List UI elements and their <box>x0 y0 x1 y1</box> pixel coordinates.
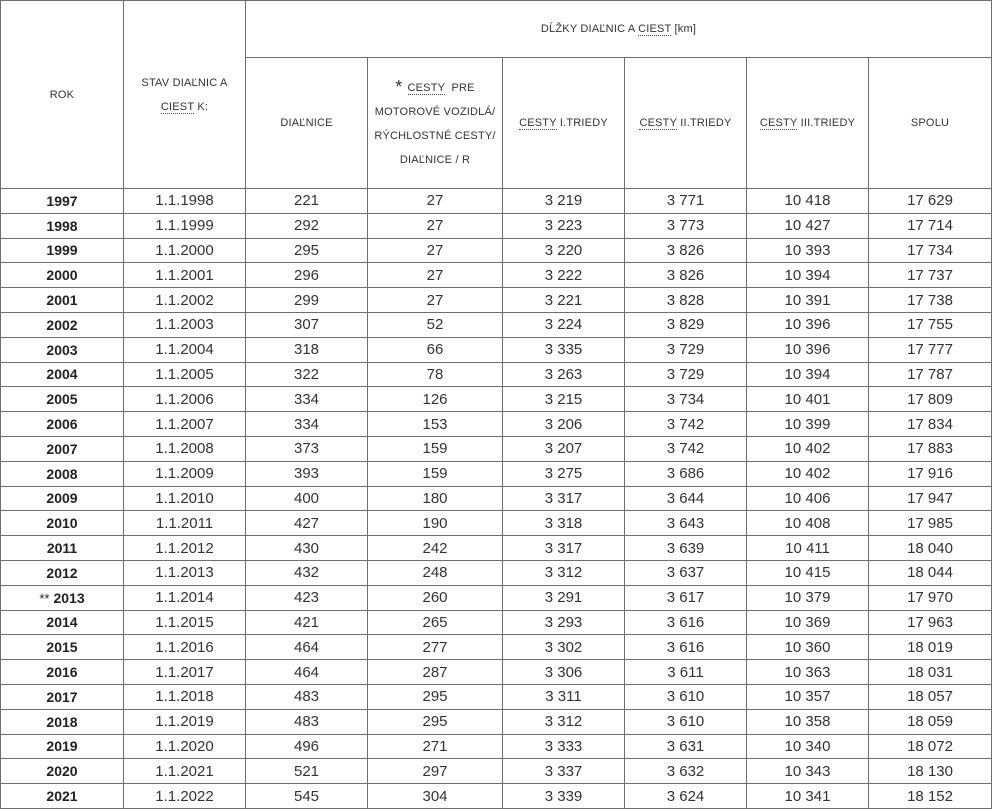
cell-state: 1.1.2013 <box>124 560 246 585</box>
cell-highways: 483 <box>246 709 368 734</box>
year-value: 2020 <box>46 763 78 780</box>
cell-express: 260 <box>368 585 503 610</box>
footnote-mark: ** <box>39 590 50 606</box>
header-class1-abbr: CESTY <box>519 117 557 129</box>
cell-class3: 10 396 <box>747 312 869 337</box>
year-value: 2004 <box>46 366 78 383</box>
cell-year <box>1 362 124 387</box>
header-group-prefix: DĹŽKY DIAĽNIC A <box>540 23 639 35</box>
cell-highways: 307 <box>246 312 368 337</box>
cell-year <box>1 213 124 238</box>
year-value: 1999 <box>46 242 78 259</box>
table-row <box>1 560 992 585</box>
cell-highways: 393 <box>246 461 368 486</box>
cell-class2: 3 729 <box>625 337 747 362</box>
cell-year <box>1 263 124 288</box>
table-row <box>1 436 992 461</box>
header-total-label: SPOLU <box>910 117 950 129</box>
cell-express: 126 <box>368 387 503 412</box>
cell-class3: 10 406 <box>747 486 869 511</box>
cell-total: 18 031 <box>869 660 992 685</box>
table-row <box>1 610 992 635</box>
cell-total: 17 734 <box>869 238 992 263</box>
cell-class2: 3 610 <box>625 684 747 709</box>
cell-highways: 464 <box>246 635 368 660</box>
cell-express: 159 <box>368 461 503 486</box>
year-value: 1997 <box>46 192 78 209</box>
cell-year <box>1 734 124 759</box>
cell-state: 1.1.2000 <box>124 238 246 263</box>
cell-year <box>1 337 124 362</box>
header-class1-rest: I.TRIEDY <box>556 117 608 129</box>
cell-class1: 3 221 <box>503 288 625 313</box>
cell-year <box>1 784 124 809</box>
year-value: 2010 <box>46 515 78 532</box>
cell-class2: 3 610 <box>625 709 747 734</box>
cell-year <box>1 412 124 437</box>
year-value: 2009 <box>46 490 78 507</box>
cell-highways: 521 <box>246 759 368 784</box>
cell-state: 1.1.2020 <box>124 734 246 759</box>
cell-class2: 3 643 <box>625 511 747 536</box>
header-express-line2: MOTOROVÉ VOZIDLÁ/ <box>374 105 496 118</box>
cell-highways: 299 <box>246 288 368 313</box>
cell-class1: 3 224 <box>503 312 625 337</box>
cell-class1: 3 306 <box>503 660 625 685</box>
year-value: 2008 <box>46 465 78 482</box>
year-value: 2018 <box>46 713 78 730</box>
table-row <box>1 238 992 263</box>
cell-class1: 3 337 <box>503 759 625 784</box>
cell-state: 1.1.2005 <box>124 362 246 387</box>
cell-state: 1.1.2001 <box>124 263 246 288</box>
year-value: 1998 <box>46 217 78 234</box>
header-group-lengths <box>246 1 992 58</box>
cell-state: 1.1.2009 <box>124 461 246 486</box>
cell-express: 66 <box>368 337 503 362</box>
table-row <box>1 337 992 362</box>
cell-class2: 3 631 <box>625 734 747 759</box>
cell-highways: 221 <box>246 189 368 214</box>
cell-class3: 10 394 <box>747 362 869 387</box>
header-state-date <box>124 1 246 189</box>
cell-highways: 334 <box>246 412 368 437</box>
cell-class2: 3 742 <box>625 436 747 461</box>
cell-year <box>1 387 124 412</box>
cell-highways: 318 <box>246 337 368 362</box>
cell-express: 295 <box>368 709 503 734</box>
table-row <box>1 213 992 238</box>
cell-class3: 10 357 <box>747 684 869 709</box>
cell-total: 17 834 <box>869 412 992 437</box>
cell-class2: 3 644 <box>625 486 747 511</box>
cell-year <box>1 436 124 461</box>
table-row <box>1 684 992 709</box>
cell-year <box>1 635 124 660</box>
cell-class2: 3 771 <box>625 189 747 214</box>
cell-state: 1.1.2002 <box>124 288 246 313</box>
cell-class2: 3 624 <box>625 784 747 809</box>
cell-state: 1.1.2018 <box>124 684 246 709</box>
cell-highways: 423 <box>246 585 368 610</box>
cell-express: 78 <box>368 362 503 387</box>
header-highways <box>246 58 368 189</box>
cell-class3: 10 391 <box>747 288 869 313</box>
cell-year <box>1 288 124 313</box>
cell-class2: 3 742 <box>625 412 747 437</box>
cell-class2: 3 734 <box>625 387 747 412</box>
header-express-star: * <box>395 76 403 97</box>
cell-year <box>1 536 124 561</box>
cell-express: 297 <box>368 759 503 784</box>
cell-class2: 3 828 <box>625 288 747 313</box>
cell-total: 18 059 <box>869 709 992 734</box>
table-row <box>1 486 992 511</box>
cell-highways: 295 <box>246 238 368 263</box>
cell-highways: 292 <box>246 213 368 238</box>
cell-total: 17 985 <box>869 511 992 536</box>
year-value: 2005 <box>46 391 78 408</box>
cell-total: 17 916 <box>869 461 992 486</box>
cell-year <box>1 684 124 709</box>
header-class3-abbr: CESTY <box>759 117 798 129</box>
cell-class2: 3 617 <box>625 585 747 610</box>
year-value: 2013 <box>53 589 85 606</box>
cell-highways: 373 <box>246 436 368 461</box>
cell-express: 271 <box>368 734 503 759</box>
table-body <box>1 189 992 809</box>
cell-state: 1.1.2019 <box>124 709 246 734</box>
cell-express: 248 <box>368 560 503 585</box>
cell-class3: 10 393 <box>747 238 869 263</box>
cell-year <box>1 560 124 585</box>
cell-highways: 496 <box>246 734 368 759</box>
header-class2 <box>625 58 747 189</box>
header-total <box>869 58 992 189</box>
cell-total: 18 072 <box>869 734 992 759</box>
cell-class1: 3 318 <box>503 511 625 536</box>
year-value: 2016 <box>46 664 78 681</box>
table-row <box>1 784 992 809</box>
cell-class1: 3 222 <box>503 263 625 288</box>
year-value: 2015 <box>46 639 78 656</box>
cell-express: 27 <box>368 213 503 238</box>
cell-class2: 3 729 <box>625 362 747 387</box>
cell-year <box>1 238 124 263</box>
cell-total: 18 057 <box>869 684 992 709</box>
cell-express: 277 <box>368 635 503 660</box>
year-value: 2002 <box>46 316 78 333</box>
cell-class1: 3 335 <box>503 337 625 362</box>
cell-highways: 421 <box>246 610 368 635</box>
cell-class1: 3 207 <box>503 436 625 461</box>
cell-class2: 3 611 <box>625 660 747 685</box>
table-row <box>1 511 992 536</box>
cell-total: 17 755 <box>869 312 992 337</box>
cell-total: 17 629 <box>869 189 992 214</box>
cell-class1: 3 263 <box>503 362 625 387</box>
cell-total: 18 019 <box>869 635 992 660</box>
table-header <box>1 1 992 189</box>
cell-class3: 10 408 <box>747 511 869 536</box>
cell-class1: 3 223 <box>503 213 625 238</box>
cell-year <box>1 759 124 784</box>
cell-class3: 10 401 <box>747 387 869 412</box>
table-row <box>1 709 992 734</box>
cell-highways: 430 <box>246 536 368 561</box>
cell-highways: 464 <box>246 660 368 685</box>
cell-express: 265 <box>368 610 503 635</box>
year-value: 2012 <box>46 564 78 581</box>
cell-class1: 3 220 <box>503 238 625 263</box>
cell-class3: 10 360 <box>747 635 869 660</box>
cell-state: 1.1.2015 <box>124 610 246 635</box>
cell-state: 1.1.2006 <box>124 387 246 412</box>
cell-highways: 432 <box>246 560 368 585</box>
cell-class2: 3 826 <box>625 263 747 288</box>
cell-total: 18 152 <box>869 784 992 809</box>
cell-express: 27 <box>368 238 503 263</box>
header-class1 <box>503 58 625 189</box>
table-row <box>1 189 992 214</box>
cell-year <box>1 709 124 734</box>
cell-express: 180 <box>368 486 503 511</box>
cell-state: 1.1.2011 <box>124 511 246 536</box>
cell-class3: 10 369 <box>747 610 869 635</box>
cell-year <box>1 486 124 511</box>
header-year-label: ROK <box>49 88 75 101</box>
cell-highways: 483 <box>246 684 368 709</box>
cell-state: 1.1.2003 <box>124 312 246 337</box>
table-row <box>1 461 992 486</box>
cell-express: 190 <box>368 511 503 536</box>
cell-highways: 334 <box>246 387 368 412</box>
cell-class3: 10 340 <box>747 734 869 759</box>
cell-class1: 3 317 <box>503 536 625 561</box>
cell-total: 17 777 <box>869 337 992 362</box>
cell-state: 1.1.2008 <box>124 436 246 461</box>
cell-express: 52 <box>368 312 503 337</box>
cell-class3: 10 358 <box>747 709 869 734</box>
cell-total: 17 883 <box>869 436 992 461</box>
cell-total: 17 809 <box>869 387 992 412</box>
header-express-line4: DIAĽNICE / R <box>399 153 471 166</box>
cell-class1: 3 317 <box>503 486 625 511</box>
cell-class3: 10 418 <box>747 189 869 214</box>
cell-class3: 10 415 <box>747 560 869 585</box>
cell-class1: 3 312 <box>503 709 625 734</box>
cell-year <box>1 511 124 536</box>
cell-total: 18 130 <box>869 759 992 784</box>
cell-year <box>1 660 124 685</box>
table-row <box>1 635 992 660</box>
cell-total: 18 044 <box>869 560 992 585</box>
cell-express: 287 <box>368 660 503 685</box>
header-group-abbr: CIEST <box>638 23 672 35</box>
cell-total: 17 738 <box>869 288 992 313</box>
cell-express: 153 <box>368 412 503 437</box>
cell-class3: 10 399 <box>747 412 869 437</box>
cell-class1: 3 311 <box>503 684 625 709</box>
cell-class1: 3 339 <box>503 784 625 809</box>
cell-state: 1.1.2012 <box>124 536 246 561</box>
table-row <box>1 362 992 387</box>
table-row <box>1 660 992 685</box>
year-value: 2017 <box>46 688 78 705</box>
cell-total: 17 787 <box>869 362 992 387</box>
cell-state: 1.1.2021 <box>124 759 246 784</box>
header-state-suffix: K: <box>194 100 209 113</box>
cell-class3: 10 396 <box>747 337 869 362</box>
year-value: 2019 <box>46 738 78 755</box>
cell-highways: 322 <box>246 362 368 387</box>
cell-class3: 10 427 <box>747 213 869 238</box>
year-value: 2011 <box>46 540 78 557</box>
header-state-abbr: CIEST <box>160 100 195 113</box>
cell-express: 159 <box>368 436 503 461</box>
cell-class2: 3 826 <box>625 238 747 263</box>
year-value: 2000 <box>46 267 78 284</box>
header-class3-rest: III.TRIEDY <box>797 117 856 129</box>
year-value: 2021 <box>46 788 78 805</box>
cell-class3: 10 343 <box>747 759 869 784</box>
cell-class2: 3 686 <box>625 461 747 486</box>
cell-year <box>1 585 124 610</box>
header-class2-abbr: CESTY <box>639 117 677 129</box>
cell-total: 17 714 <box>869 213 992 238</box>
cell-class1: 3 333 <box>503 734 625 759</box>
cell-class3: 10 363 <box>747 660 869 685</box>
table-row <box>1 288 992 313</box>
cell-class2: 3 616 <box>625 610 747 635</box>
cell-class2: 3 616 <box>625 635 747 660</box>
cell-class1: 3 293 <box>503 610 625 635</box>
cell-class3: 10 402 <box>747 461 869 486</box>
cell-express: 295 <box>368 684 503 709</box>
cell-class3: 10 402 <box>747 436 869 461</box>
cell-class3: 10 394 <box>747 263 869 288</box>
cell-year <box>1 461 124 486</box>
year-value: 2006 <box>46 416 78 433</box>
cell-class1: 3 219 <box>503 189 625 214</box>
cell-express: 304 <box>368 784 503 809</box>
cell-express: 27 <box>368 263 503 288</box>
cell-state: 1.1.2010 <box>124 486 246 511</box>
cell-total: 17 970 <box>869 585 992 610</box>
cell-highways: 400 <box>246 486 368 511</box>
table-row <box>1 585 992 610</box>
cell-class1: 3 215 <box>503 387 625 412</box>
header-class3 <box>747 58 869 189</box>
year-value: 2001 <box>46 292 78 309</box>
cell-state: 1.1.2004 <box>124 337 246 362</box>
cell-state: 1.1.1998 <box>124 189 246 214</box>
cell-state: 1.1.2016 <box>124 635 246 660</box>
cell-class1: 3 206 <box>503 412 625 437</box>
cell-state: 1.1.2022 <box>124 784 246 809</box>
cell-express: 27 <box>368 288 503 313</box>
cell-class3: 10 341 <box>747 784 869 809</box>
cell-class1: 3 312 <box>503 560 625 585</box>
cell-total: 17 737 <box>869 263 992 288</box>
year-value: 2007 <box>46 440 78 457</box>
header-group-suffix: [km] <box>671 23 697 35</box>
year-value: 2003 <box>46 341 78 358</box>
header-express-line3: RÝCHLOSTNÉ CESTY/ <box>374 129 496 142</box>
cell-state: 1.1.2017 <box>124 660 246 685</box>
cell-class3: 10 411 <box>747 536 869 561</box>
header-highways-label: DIAĽNICE <box>280 117 333 129</box>
table-row <box>1 312 992 337</box>
cell-total: 17 947 <box>869 486 992 511</box>
cell-class2: 3 637 <box>625 560 747 585</box>
header-express-line1: PRE <box>444 81 475 94</box>
table-row <box>1 263 992 288</box>
year-value: 2014 <box>46 614 78 631</box>
cell-class2: 3 639 <box>625 536 747 561</box>
cell-class2: 3 632 <box>625 759 747 784</box>
cell-highways: 545 <box>246 784 368 809</box>
cell-highways: 427 <box>246 511 368 536</box>
cell-year <box>1 610 124 635</box>
cell-class2: 3 829 <box>625 312 747 337</box>
cell-state: 1.1.2014 <box>124 585 246 610</box>
cell-class1: 3 302 <box>503 635 625 660</box>
header-express-abbr: CESTY <box>407 81 445 94</box>
cell-state: 1.1.1999 <box>124 213 246 238</box>
table-row <box>1 734 992 759</box>
header-express <box>368 58 503 189</box>
header-year <box>1 1 124 189</box>
header-state-line1: STAV DIAĽNIC A <box>141 76 228 89</box>
cell-class2: 3 773 <box>625 213 747 238</box>
table-row <box>1 536 992 561</box>
cell-total: 18 040 <box>869 536 992 561</box>
table-row <box>1 759 992 784</box>
cell-class3: 10 379 <box>747 585 869 610</box>
table-row <box>1 412 992 437</box>
table-row <box>1 387 992 412</box>
cell-year <box>1 189 124 214</box>
cell-highways: 296 <box>246 263 368 288</box>
cell-year <box>1 312 124 337</box>
cell-express: 242 <box>368 536 503 561</box>
cell-total: 17 963 <box>869 610 992 635</box>
header-class2-rest: II.TRIEDY <box>676 117 732 129</box>
cell-express: 27 <box>368 189 503 214</box>
cell-class1: 3 291 <box>503 585 625 610</box>
cell-class1: 3 275 <box>503 461 625 486</box>
cell-state: 1.1.2007 <box>124 412 246 437</box>
